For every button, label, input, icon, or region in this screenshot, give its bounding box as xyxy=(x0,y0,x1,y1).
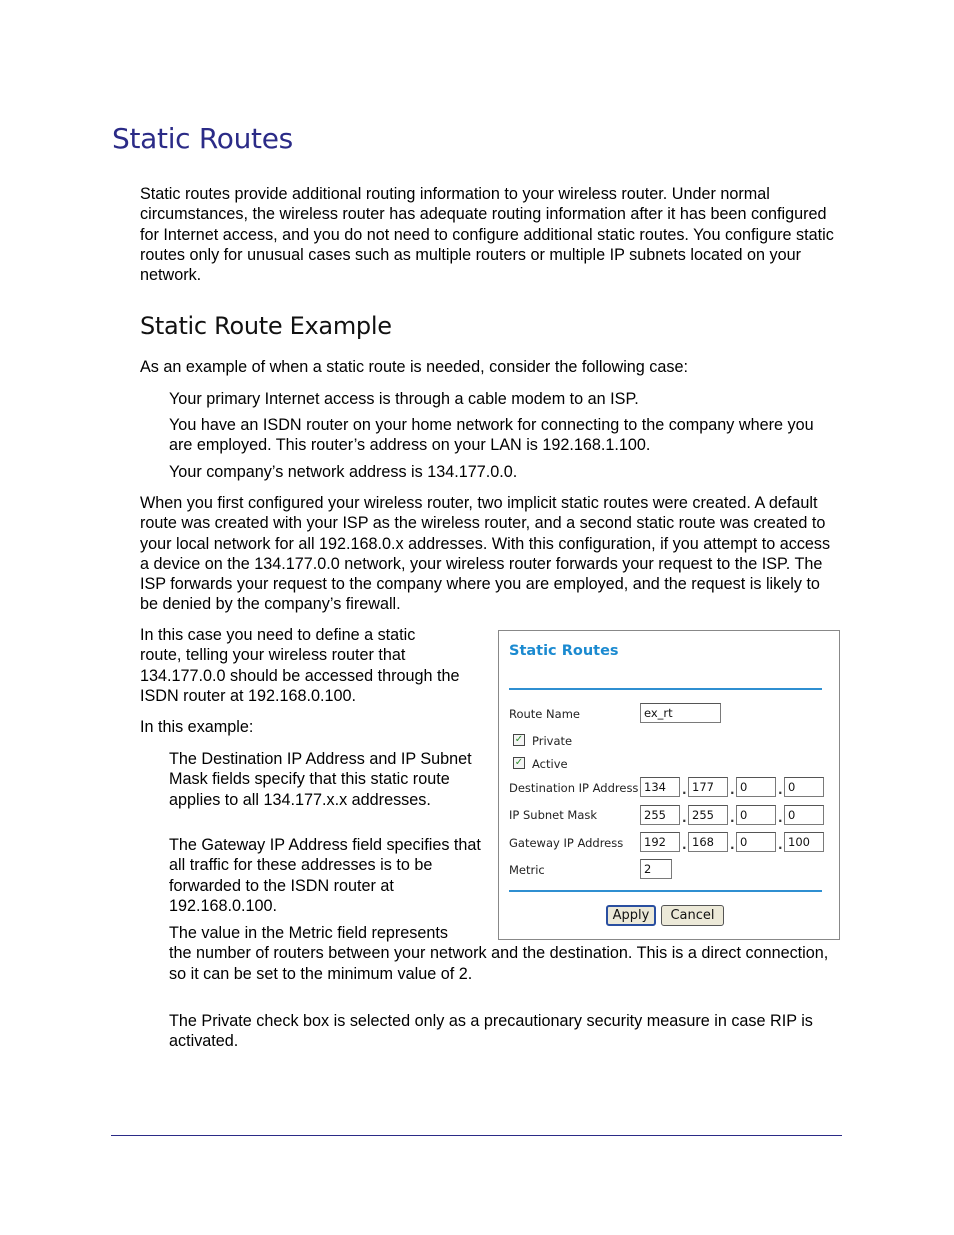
in-this-example: In this example: xyxy=(140,718,254,736)
private-label: Private xyxy=(532,734,573,748)
case-bullet: Your company’s network address is 134.177.0.0. xyxy=(169,463,518,481)
private-checkbox[interactable]: ✓ xyxy=(514,734,524,745)
gateway-ip-octet-1[interactable]: 192 xyxy=(640,832,680,852)
octet-separator: . xyxy=(682,838,687,852)
destination-ip-label: Destination IP Address xyxy=(509,781,639,795)
section-heading: Static Route Example xyxy=(140,312,392,340)
active-label: Active xyxy=(532,757,568,771)
subnet-mask-octet-3[interactable]: 0 xyxy=(736,805,776,825)
static-routes-panel xyxy=(498,630,840,940)
octet-separator: . xyxy=(682,811,687,825)
panel-divider-top xyxy=(509,688,822,690)
subnet-mask-octet-1[interactable]: 255 xyxy=(640,805,680,825)
panel-divider-bottom xyxy=(509,890,822,892)
octet-separator: . xyxy=(778,811,783,825)
octet-separator: . xyxy=(730,838,735,852)
apply-button[interactable]: Apply xyxy=(606,905,656,926)
route-name-label: Route Name xyxy=(509,707,580,721)
metric-input[interactable]: 2 xyxy=(640,859,672,879)
route-name-input[interactable]: ex_rt xyxy=(640,703,721,723)
example-bullet: The Gateway IP Address field specifies that all traffic for these addresses is to be forwarded to the ISDN router at 192.168.0.100. xyxy=(169,836,481,915)
intro-paragraph: Static routes provide additional routing information to your wireless router. Under normal circumstances, the wireless router has adequate routing information after it has been configured for Internet access, and you do not need to configure additional static routes. You configure static routes only for unusual cases such as multiple routers or multiple IP subnets located on your network. xyxy=(140,185,834,285)
destination-ip-octet-3[interactable]: 0 xyxy=(736,777,776,797)
destination-ip-octet-2[interactable]: 177 xyxy=(688,777,728,797)
panel-title: Static Routes xyxy=(509,643,619,659)
destination-ip-octet-4[interactable]: 0 xyxy=(784,777,824,797)
example-bullet: The Private check box is selected only as a precautionary security measure in case RIP is activated. xyxy=(169,1012,813,1051)
octet-separator: . xyxy=(730,811,735,825)
metric-bullet-text: The value in the Metric field represents the number of routers between your network and the destination. This is a direct connection, so it can be set to the minimum value of 2. xyxy=(169,924,829,983)
octet-separator: . xyxy=(778,838,783,852)
subnet-mask-label: IP Subnet Mask xyxy=(509,808,598,822)
page-title: Static Routes xyxy=(112,122,293,155)
gateway-ip-octet-2[interactable]: 168 xyxy=(688,832,728,852)
example-bullet: The Destination IP Address and IP Subnet Mask fields specify that this static route applies to all 134.177.x.x addresses. xyxy=(169,750,472,809)
gateway-ip-octet-3[interactable]: 0 xyxy=(736,832,776,852)
case-bullet: You have an ISDN router on your home network for connecting to the company where you are employed. This router’s address on your LAN is 192.168.1.100. xyxy=(169,416,814,455)
footer-divider xyxy=(111,1135,842,1136)
cancel-button[interactable]: Cancel xyxy=(661,905,724,926)
case-bullet: Your primary Internet access is through a cable modem to an ISP. xyxy=(169,390,639,408)
example-intro: As an example of when a static route is needed, consider the following case: xyxy=(140,358,688,376)
destination-ip-octet-1[interactable]: 134 xyxy=(640,777,680,797)
octet-separator: . xyxy=(778,783,783,797)
gateway-ip-octet-4[interactable]: 100 xyxy=(784,832,824,852)
octet-separator: . xyxy=(730,783,735,797)
metric-label: Metric xyxy=(509,863,545,877)
octet-separator: . xyxy=(682,783,687,797)
define-route-paragraph: In this case you need to define a static route, telling your wireless router that 134.177.0.0 should be accessed through the ISDN router at 192.168.0.100. xyxy=(140,626,460,705)
gateway-ip-label: Gateway IP Address xyxy=(509,836,624,850)
subnet-mask-octet-2[interactable]: 255 xyxy=(688,805,728,825)
subnet-mask-octet-4[interactable]: 0 xyxy=(784,805,824,825)
active-checkbox[interactable]: ✓ xyxy=(514,757,524,768)
implicit-routes-paragraph: When you first configured your wireless router, two implicit static routes were created. A default route was created with your ISP as the wireless router, and a second static route was created to your local network for all 192.168.0.x addresses. With this configuration, if you attempt to access a device on the 134.177.0.0 network, your wireless router forwards your request to the ISP. The ISP forwards your request to the company where you are employed, and the request is likely to be denied by the company’s firewall. xyxy=(140,494,831,614)
